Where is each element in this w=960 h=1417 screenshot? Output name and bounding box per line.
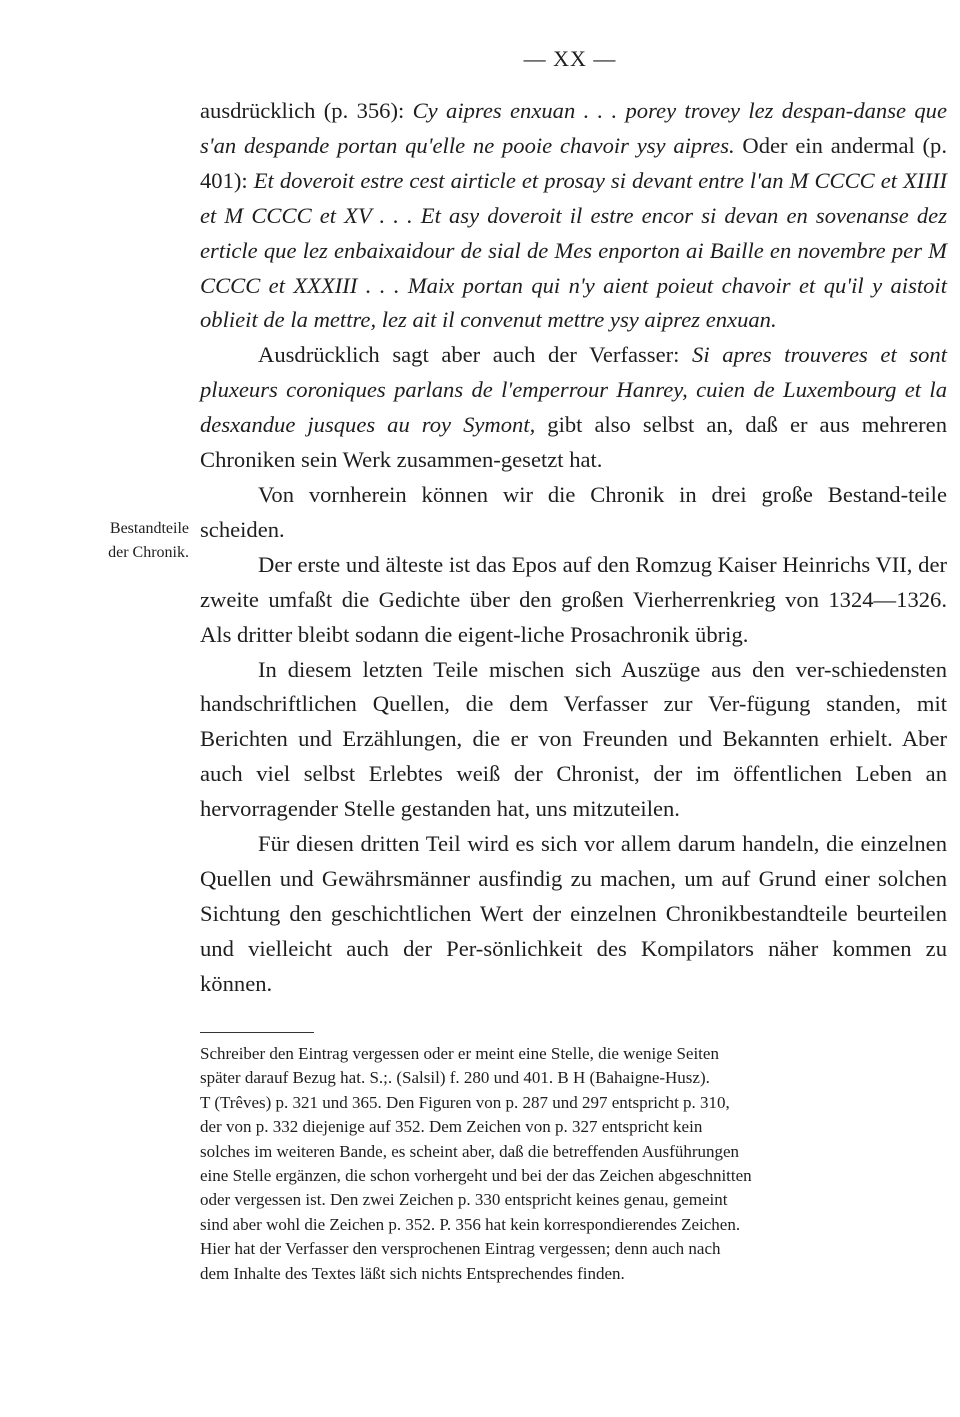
footnote-line: sind aber wohl die Zeichen p. 352. P. 356 hat kein korrespondierendes Zeichen.: [200, 1214, 741, 1234]
paragraph-prose: In diesem letzten Teile mischen sich Auszüge aus den ver-schiedensten handschriftlichen Quellen, die dem Verfasser zur Ver-fügung standen, mit Berichten und Erzählungen, die er von Freunden und Bekannten erhielt. Aber auch viel selbst Erlebtes weiß der Chronist, der im öffentlichen Leben an hervorragender Stelle gestanden hat, uns mitzuteilen.: [200, 656, 947, 822]
paragraph-epos: Der erste und älteste ist das Epos auf den Romzug Kaiser Heinrichs VII, der zweite umfaßt die Gedichte über den großen Vierherrenkrieg von 1324—1326. Als dritter bleibt sodann die eigent-liche Prosachronik übrig.: [200, 551, 947, 647]
margin-note-line: der Chronik.: [108, 544, 189, 561]
footnote-line: Hier hat der Verfasser den versprochenen Eintrag vergessen; denn auch nach: [200, 1239, 721, 1259]
footnote: [200, 1042, 947, 1286]
quote-old-french: Cy aipres enxuan . . . porey trovey lez despan-danse que s'an despande portan qu'elle ne pooie chavoir ysy aipres.: [200, 98, 947, 158]
paragraph-parts: Von vornherein können wir die Chronik in drei große Bestand-teile scheiden.: [200, 481, 947, 542]
paragraph-third-part: Für diesen dritten Teil wird es sich vor allem darum handeln, die einzelnen Quellen und Gewährsmänner ausfindig zu machen, um auf Grund einer solchen Sichtung den geschichtlichen Wert der einzelnen Chronikbestandteile beurteilen und vielleicht auch der Per-sönlichkeit des Kompilators näher kommen zu können.: [200, 831, 947, 996]
footnote-line: der von p. 332 diejenige auf 352. Dem Zeichen von p. 327 entspricht kein: [200, 1117, 703, 1137]
quote-old-french: Si apres trouveres et sont pluxeurs coroniques parlans de l'emperrour Hanrey, cuien de Luxembourg et la desxandue jusques au roy Symont,: [200, 342, 947, 438]
text-run: ausdrücklich (p. 356):: [200, 98, 413, 123]
footnote-line: eine Stelle ergänzen, die schon vorhergeht und bei der das Zeichen abgeschnitten: [200, 1166, 752, 1186]
quote-old-french: Et doveroit estre cest airticle et prosay si devant entre l'an M CCCC et XIIII et M CCCC et XV . . . Et asy doveroit il estre encor si devan en sovenanse dez erticle que lez enbaixaidour de sial de Mes enporton ai Baille en novembre per M CCCC et XXXIII . . . Maix portan qui n'y aient poieut chavoir et qu'il y aistoit oblieit de la mettre, lez ait il convenut mettre ysy aiprez enxuan.: [200, 167, 947, 333]
text-run: gibt also selbst an, daß er aus mehreren Chroniken sein Werk zusammen-gesetzt hat.: [200, 412, 947, 473]
footnote-line: Schreiber den Eintrag vergessen oder er meint eine Stelle, die wenige Seiten: [200, 1044, 719, 1063]
footnote-line: solches im weiteren Bande, es scheint aber, daß die betreffenden Ausführungen: [200, 1141, 740, 1161]
footnote-divider: [200, 1032, 314, 1033]
text-run: Ausdrücklich sagt aber auch der Verfasser:: [258, 342, 693, 368]
footnote-line: später darauf Bezug hat. S.;. (Salsil) f. 280 und 401. B H (Bahaigne-Husz).: [200, 1068, 710, 1088]
margin-note: [59, 517, 189, 565]
paragraph-sources: [200, 338, 947, 478]
paragraph-quotes: [200, 94, 947, 338]
text-run: Oder ein andermal (p. 401):: [200, 132, 947, 193]
margin-note-line: Bestandteile: [109, 520, 189, 537]
page-number: — XX —: [523, 46, 617, 71]
footnote-line: dem Inhalte des Textes läßt sich nichts Entsprechendes finden.: [200, 1263, 625, 1283]
footnote-line: oder vergessen ist. Den zwei Zeichen p. 330 entspricht keines genau, gemeint: [200, 1190, 728, 1210]
main-text: [200, 94, 947, 1002]
footnote-line: T (Trêves) p. 321 und 365. Den Figuren von p. 287 und 297 entspricht p. 310,: [200, 1092, 730, 1112]
